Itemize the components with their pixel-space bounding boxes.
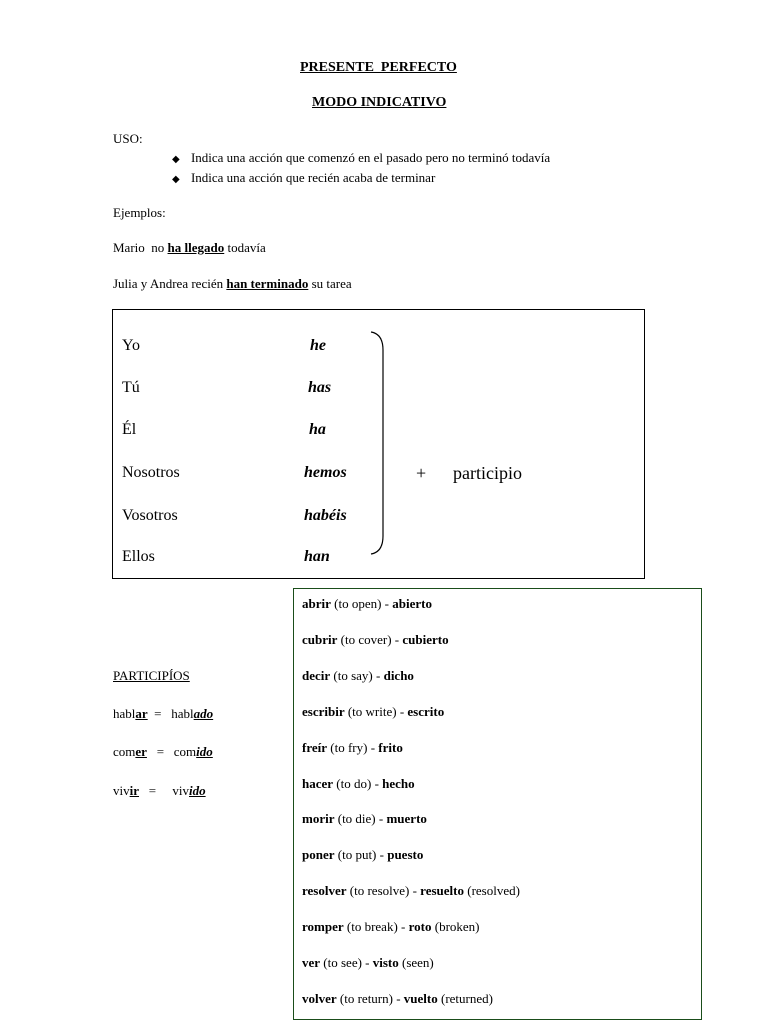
irregular-participles-box: [293, 588, 702, 1020]
irregular-row: morir (to die) - muerto: [302, 811, 427, 826]
irregular-row: hacer (to do) - hecho: [302, 776, 415, 791]
irregular-row: cubrir (to cover) - cubierto: [302, 632, 449, 647]
irregular-row: romper (to break) - roto (broken): [302, 919, 480, 934]
irregular-row: freír (to fry) - frito: [302, 740, 403, 755]
auxiliary-verb: has: [308, 379, 332, 396]
pronoun: Nosotros: [122, 464, 180, 481]
participle-label: participio: [453, 463, 522, 483]
irregular-row: decir (to say) - dicho: [302, 668, 414, 683]
ejemplos-label: Ejemplos:: [113, 205, 166, 220]
uso-label: USO:: [113, 131, 143, 146]
irregular-row: escribir (to write) - escrito: [302, 704, 445, 719]
auxiliary-verb: hemos: [304, 464, 347, 481]
example-sentence: Mario no ha llegado todavía: [113, 240, 266, 255]
pronoun: Vosotros: [122, 507, 178, 524]
pronoun: Tú: [122, 379, 140, 396]
irregular-row: ver (to see) - visto (seen): [302, 955, 434, 970]
pronoun: Ellos: [122, 548, 155, 565]
auxiliary-verb: habéis: [304, 507, 347, 524]
participle-rule: comer = comido: [113, 744, 213, 759]
pronoun: Él: [122, 421, 137, 438]
participle-rule: vivir = vivido: [113, 783, 206, 798]
auxiliary-verb: han: [304, 548, 330, 565]
example-sentence: Julia y Andrea recién han terminado su tarea: [113, 276, 352, 291]
participle-rule: hablar = hablado: [113, 706, 214, 721]
participios-heading: PARTICIPÍOS: [113, 668, 190, 683]
irregular-row: resolver (to resolve) - resuelto (resolved): [302, 883, 520, 898]
uso-item: ◆ Indica una acción que recién acaba de terminar: [172, 170, 436, 185]
irregular-row: abrir (to open) - abierto: [302, 596, 432, 611]
uso-item: ◆ Indica una acción que comenzó en el pasado pero no terminó todavía: [172, 150, 551, 165]
page-subtitle: MODO INDICATIVO: [312, 95, 447, 110]
diamond-bullet-icon: ◆: [172, 174, 180, 185]
auxiliary-verb: ha: [309, 421, 326, 438]
plus-sign: +: [416, 463, 427, 483]
conjugation-box: [112, 309, 645, 579]
auxiliary-verb: he: [310, 337, 326, 354]
diamond-bullet-icon: ◆: [172, 154, 180, 165]
pronoun: Yo: [122, 337, 140, 354]
right-bracket-icon: [369, 330, 389, 556]
page-title: PRESENTE PERFECTO: [300, 60, 457, 75]
irregular-row: poner (to put) - puesto: [302, 847, 424, 862]
irregular-row: volver (to return) - vuelto (returned): [302, 991, 493, 1006]
